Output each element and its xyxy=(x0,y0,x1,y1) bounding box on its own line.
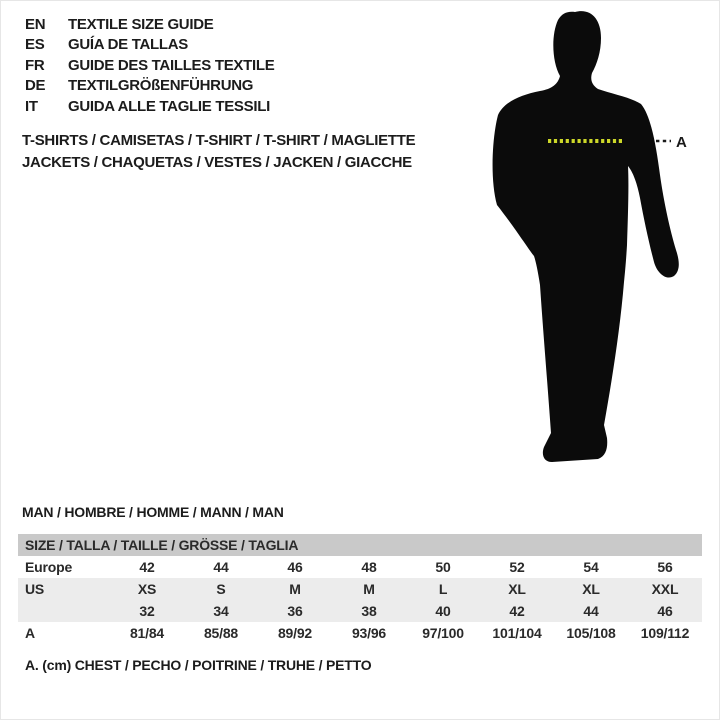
language-row-en xyxy=(25,14,274,35)
garment-categories xyxy=(22,130,415,174)
size-cell: L xyxy=(438,581,448,597)
language-title: GUIDE DES TAILLES TEXTILE xyxy=(68,56,275,74)
size-cell: 89/92 xyxy=(277,625,313,641)
language-title: TEXTILGRÖßENFÜHRUNG xyxy=(68,77,254,95)
size-cell: 54 xyxy=(583,559,599,575)
table-row-us-numeric xyxy=(18,600,702,622)
language-title: TEXTILE SIZE GUIDE xyxy=(68,15,214,33)
size-cell: 109/112 xyxy=(640,625,690,641)
measurement-footnote: A. (cm) CHEST / PECHO / POITRINE / TRUHE / PETTO xyxy=(25,657,372,673)
language-code: DE xyxy=(25,77,46,95)
language-row-it xyxy=(25,96,274,117)
language-guide-list xyxy=(25,14,274,117)
row-label: US xyxy=(25,581,45,597)
size-cell: XL xyxy=(508,581,526,597)
size-cell: 40 xyxy=(435,603,451,619)
section-title-man: MAN / HOMBRE / HOMME / MANN / MAN xyxy=(22,504,284,520)
size-cell: M xyxy=(363,581,375,597)
row-label: Europe xyxy=(25,559,73,575)
size-cell: 48 xyxy=(361,559,377,575)
size-cell: 56 xyxy=(657,559,673,575)
language-code: ES xyxy=(25,36,45,54)
size-cell: XXL xyxy=(651,581,679,597)
size-cell: 42 xyxy=(139,559,155,575)
language-row-es xyxy=(25,35,274,56)
category-tshirts: T-SHIRTS / CAMISETAS / T-SHIRT / T-SHIRT / MAGLIETTE xyxy=(22,132,416,149)
size-cell: 38 xyxy=(361,603,377,619)
size-cell: 52 xyxy=(509,559,525,575)
language-title: GUÍA DE TALLAS xyxy=(68,36,188,54)
language-code: IT xyxy=(25,97,38,115)
size-cell: 97/100 xyxy=(422,625,464,641)
category-jackets: JACKETS / CHAQUETAS / VESTES / JACKEN / GIACCHE xyxy=(22,154,412,171)
size-cell: 50 xyxy=(435,559,451,575)
language-code: FR xyxy=(25,56,45,74)
size-table-header: SIZE / TALLA / TAILLE / GRÖSSE / TAGLIA xyxy=(18,534,702,556)
language-title: GUIDA ALLE TAGLIE TESSILI xyxy=(68,97,270,115)
size-cell: 44 xyxy=(213,559,229,575)
language-row-de xyxy=(25,76,274,97)
size-cell: S xyxy=(216,581,226,597)
table-row-us xyxy=(18,578,702,600)
size-cell: 46 xyxy=(657,603,673,619)
size-cell: 105/108 xyxy=(566,625,616,641)
size-cell: M xyxy=(289,581,301,597)
table-row-europe xyxy=(18,556,702,578)
size-cell: 44 xyxy=(583,603,599,619)
man-silhouette-shape xyxy=(493,11,679,462)
language-row-fr xyxy=(25,55,274,76)
size-table xyxy=(18,534,702,644)
size-cell: 81/84 xyxy=(129,625,165,641)
size-cell: 46 xyxy=(287,559,303,575)
table-row-chest-a xyxy=(18,622,702,644)
language-code: EN xyxy=(25,15,46,33)
size-cell: XS xyxy=(137,581,157,597)
row-label: A xyxy=(25,625,35,641)
size-cell: 42 xyxy=(509,603,525,619)
size-cell: 85/88 xyxy=(203,625,239,641)
chest-marker-label: A xyxy=(676,134,687,151)
size-cell: XL xyxy=(582,581,600,597)
man-silhouette-figure xyxy=(440,0,720,480)
size-cell: 93/96 xyxy=(351,625,387,641)
size-cell: 34 xyxy=(213,603,229,619)
size-cell: 32 xyxy=(139,603,155,619)
size-cell: 101/104 xyxy=(492,625,542,641)
size-cell: 36 xyxy=(287,603,303,619)
